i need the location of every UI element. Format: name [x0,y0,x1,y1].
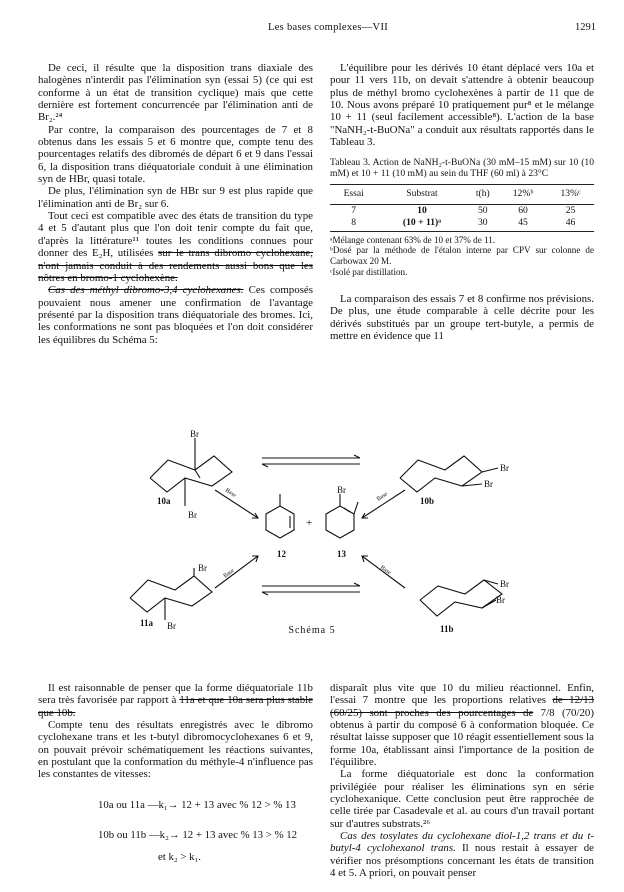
paragraph: Par contre, la comparaison des pourcentages de 7 et 8 obtenus dans les essais 5 et 6 montre que, compte tenu des pourcentages relatifs des dibromés de départ 6 et 9 dans l'essai 6, la disposition trans diéquatoriale conduit à une élimination syn de HBr, quasi totale. [38,123,313,186]
label-10b: 10b [420,496,435,506]
paragraph: De plus, l'élimination syn de HBr sur 9 est plus rapide que l'élimination anti de Br₂ sur 6. [38,185,313,210]
table-header: Essai [330,185,377,204]
base-label: Base [223,487,237,500]
paragraph [330,682,594,768]
conformer-10a [150,429,232,520]
right-column [330,62,594,343]
base-arrows [215,488,405,588]
table-cell: 30 [467,217,499,232]
label-13: 13 [337,549,346,559]
scheme-caption: Schéma 5 [288,625,336,636]
struck-text: 11a et que 10a sera plus stable que 10b. [38,694,313,719]
label-11a: 11a [140,618,154,628]
product-12 [266,494,294,559]
table-header: 12%ᵇ [499,185,547,204]
results-table [330,184,594,231]
text-run: 7/8 (70/20) obtenus à partir du composé 6 à conformation bloquée. Ce résultat laisse supposer que 10 réagit essentiellement sous la forme 10a, établissant ainsi l'importance de la position de l'équilibre. [330,706,594,769]
table-footnotes [330,235,594,277]
table-cell: 50 [477,204,488,216]
br-label: Br [484,479,493,489]
table-header: t(h) [467,185,499,204]
paragraph [38,682,313,719]
table-header: 13%ᶜ [547,185,594,204]
text-run: Tout ceci est compatible avec des états de transition du type 4 et 5 d'autant plus que l'on doit tenir compte du fait que, d'après la littérature¹¹ toutes les conditions connues pour donner des E₂H, utilisées [38,210,313,260]
base-label: Base [375,491,389,503]
section-lead: Cas des tosylates du cyclohexane diol-1,2 trans et du t-butyl-4 cyclohexanol trans. [330,830,594,855]
bottom-left-column [38,682,313,864]
product-13 [326,485,358,559]
br-label: Br [190,429,199,439]
section-lead: Cas des méthyl dibromo-3,4 cyclohexanes. [48,284,244,297]
base-label: Base [378,564,392,577]
left-column [38,62,313,346]
table-cell: 8 [330,217,377,232]
table-cell: 46 [547,217,594,232]
br-label: Br [167,621,176,631]
table-cell: 60 [518,204,528,216]
paragraph: Compte tenu des résultats enregistrés avec le dibromo cyclohexane trans et les t-butyl dibromocyclohexanes 6 et 9, on pouvait prévoir schématiquement les réactions suivantes, en postulant que la conformation du méthyle-4 n'influence pas les constantes de vitesses: [38,719,313,781]
conformer-11a [130,563,212,631]
equation-3: et k₂ > k₁. [158,851,202,864]
page-number: 1291 [575,22,596,33]
struck-text: de 12/13 (60/25) sont proches des pourcentages de [330,694,594,719]
bottom-right-column [330,682,594,880]
table-cell: (10 + 11)ᵃ [377,217,466,232]
paragraph: De ceci, il résulte que la disposition trans diaxiale des halogènes n'interdit pas l'élimination syn (essai 5) (ce qui est conforme à un état de transition cyclique) mais que cette dernière est fortement concurrencée par l'élimination anti de Br₂.²⁴ [38,62,313,124]
text-run: Ces composés pouvaient nous amener une confirmation de l'avantage présenté par la disposition trans diéquatoriale des bromes. Ici, les conformations ne sont pas bloquées et l'on doit considérer les équilibres du Schéma 5: [38,284,314,346]
table-cell: 7 [351,204,357,216]
br-label: Br [496,595,505,605]
br-label: Br [198,563,207,573]
label-10a: 10a [157,496,171,506]
equation-2: 10b ou 11b —k₂→ 12 + 13 avec % 13 > % 12 [98,829,298,842]
running-header [0,22,624,38]
footnote: ᵇDosé par la méthode de l'étalon interne par CPV sur colonne de Carbowax 20 M. [330,245,594,266]
text-run: Il est raisonnable de penser que la forme diéquatoriale 11b sera très favorisée par rapport à [38,682,313,707]
paragraph [38,210,313,284]
paragraph: La comparaison des essais 7 et 8 confirme nos prévisions. De plus, une étude comparable à celle décrite pour les dérivés substitués par un groupe tert-butyle, a permis de mettre en évidence que 11 [330,293,594,343]
scheme-5-diagram [0,428,624,658]
table-cell: 25 [565,204,576,216]
footnote: ᵃMélange contenant 63% de 10 et 37% de 11. [330,234,496,245]
base-label: Base [222,567,236,580]
equilibrium-arrow-top [262,455,360,467]
table-row [330,204,594,217]
paragraph: L'équilibre pour les dérivés 10 étant déplacé vers 10a et pour 11 vers 11b, on devait s'attendre à obtenir beaucoup plus de méthyl bromo cyclohexènes à partir de 11 que de 10. Nous avons préparé 10 pratiquement pur⁸ et le mélange 10 + 11 (seul facilement accessible⁸). L'action de la base "NaNH₂-t-BuONa" a conduit aux résultats rapportés dans le Tableau 3. [330,62,594,149]
br-label: Br [337,485,346,495]
label-12: 12 [277,549,286,559]
equation-1: 10a ou 11a —k₁→ 12 + 13 avec % 12 > % 13 [98,798,296,811]
table-cell: 10 [417,204,427,216]
table-row [330,217,594,232]
table-header: Substrat [377,185,466,204]
paragraph [38,284,313,346]
struck-text: sur le trans dibromo cyclohexane, n'ont jamais conduit à des rendements aussi bons que les nôtres en bromo-1 cyclohexène. [38,247,313,284]
br-label: Br [500,463,509,473]
paragraph: La forme diéquatoriale est donc la conformation privilégiée pour réaliser les éliminations syn en série cyclohexanique. Cette conclusion peut être rapprochée de celle tirée par Casadevale et al. au cours d'un travail portant sur d'autres substrats.²⁶ [330,768,594,830]
paragraph [330,830,594,879]
table-caption: Tableau 3. Action de NaNH₂-t-BuONa (30 mM–15 mM) sur 10 (10 mM) et 10 + 11 (10 mM) au sein du THF (60 ml) à 23°C [330,157,594,180]
label-11b: 11b [440,624,454,634]
footnote: ᶜIsolé par distillation. [330,266,408,277]
br-label: Br [188,510,197,520]
conformer-10b [400,456,509,506]
text-run: Il nous restait à essayer de vérifier nos présomptions concernant les états de transition 4 et 5. A priori, on pouvait penser [330,842,594,880]
plus-sign: + [306,517,313,529]
br-label: Br [500,579,509,589]
header-title: Les bases complexes—VII [268,22,389,33]
table-cell: 45 [499,217,547,232]
equilibrium-arrow-bottom [262,583,360,595]
text-run: disparaît plus vite que 10 du milieu réactionnel. Enfin, l'essai 7 montre que les proportions relatives [330,682,594,707]
